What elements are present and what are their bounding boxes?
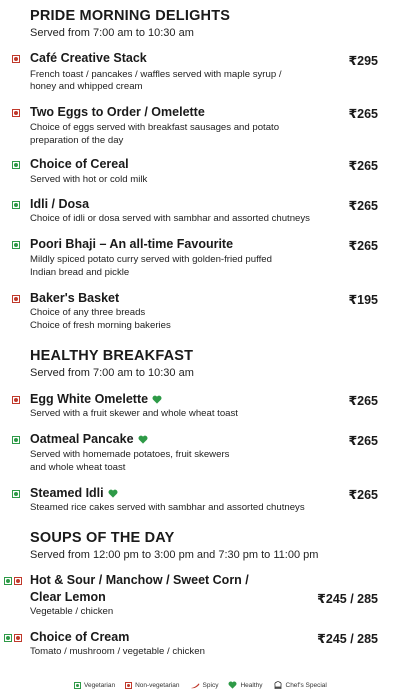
veg-icon	[4, 577, 12, 585]
veg-icon	[4, 634, 12, 642]
legend	[74, 681, 333, 689]
item-name: Choice of Cream	[30, 630, 130, 644]
healthy-heart-icon	[138, 435, 148, 444]
item-price: ₹265	[348, 159, 378, 173]
item-name: Idli / Dosa	[30, 197, 90, 211]
item-name	[30, 432, 320, 447]
item-name-text: Egg White Omelette	[30, 392, 149, 406]
item-desc: French toast / pancakes / waffles served with maple syrup /	[30, 69, 282, 80]
item-desc: Choice of fresh morning bakeries	[30, 320, 171, 331]
non-veg-icon	[12, 396, 20, 404]
item-name-text: Steamed Idli	[30, 486, 104, 500]
item-price: ₹265	[348, 107, 378, 121]
legend-spicy	[190, 682, 219, 689]
veg-icon	[12, 490, 20, 498]
item-price: ₹265	[348, 394, 378, 408]
legend-healthy	[228, 681, 262, 689]
legend-nonveg-label: Non-vegetarian	[135, 681, 180, 689]
legend-nonveg	[125, 682, 179, 689]
item-name-text: Oatmeal Pancake	[30, 432, 134, 446]
item-name: Clear Lemon	[30, 590, 106, 604]
non-veg-icon	[12, 55, 20, 63]
item-desc: Tomato / mushroom / vegetable / chicken	[30, 646, 205, 657]
non-veg-icon	[12, 295, 20, 303]
item-name: Café Creative Stack	[30, 51, 147, 65]
item-desc: Steamed rice cakes served with sambhar and assorted chutneys	[30, 502, 305, 513]
veg-icon	[12, 201, 20, 209]
veg-icon	[12, 436, 20, 444]
item-desc: Mildly spiced potato curry served with golden-fried puffed	[30, 254, 272, 265]
item-name: Baker's Basket	[30, 291, 120, 305]
non-veg-icon	[12, 109, 20, 117]
legend-spicy-label: Spicy	[202, 681, 219, 689]
healthy-heart-icon	[228, 681, 237, 689]
item-desc: Indian bread and pickle	[30, 267, 130, 278]
section-subtitle-morning: Served from 7:00 am to 10:30 am	[30, 27, 194, 39]
healthy-heart-icon	[108, 489, 118, 498]
veg-icon	[12, 241, 20, 249]
legend-veg-label: Vegetarian	[84, 681, 116, 689]
item-price: ₹265	[348, 488, 378, 502]
non-veg-icon	[14, 634, 22, 642]
healthy-heart-icon	[152, 395, 162, 404]
chef-hat-icon	[273, 681, 283, 689]
non-veg-icon	[14, 577, 22, 585]
chili-icon	[190, 682, 200, 689]
item-name	[30, 392, 320, 407]
legend-veg	[74, 682, 115, 689]
section-subtitle-healthy: Served from 7:00 am to 10:30 am	[30, 367, 194, 379]
item-desc: Choice of any three breads	[30, 307, 146, 318]
legend-chef-label: Chef's Special	[285, 681, 327, 689]
item-price: ₹295	[348, 54, 378, 68]
item-price: ₹265	[348, 239, 378, 253]
item-desc: Choice of idli or dosa served with sambhar and assorted chutneys	[30, 213, 310, 224]
legend-chef	[273, 681, 327, 689]
section-title-soups: SOUPS OF THE DAY	[30, 530, 175, 546]
item-price: ₹245 / 285	[317, 632, 378, 646]
item-desc: honey and whipped cream	[30, 81, 143, 92]
item-name: Hot & Sour / Manchow / Sweet Corn /	[30, 573, 249, 587]
item-desc: Served with homemade potatoes, fruit skewers	[30, 449, 230, 460]
section-subtitle-soups: Served from 12:00 pm to 3:00 pm and 7:30 pm to 11:00 pm	[30, 549, 319, 561]
item-name: Poori Bhaji – An all-time Favourite	[30, 237, 234, 251]
item-name: Two Eggs to Order / Omelette	[30, 105, 205, 119]
item-price: ₹265	[348, 434, 378, 448]
non-veg-icon	[125, 682, 132, 689]
item-desc: Vegetable / chicken	[30, 606, 114, 617]
section-title-healthy: HEALTHY BREAKFAST	[30, 348, 194, 364]
item-price: ₹195	[348, 293, 378, 307]
item-name: Choice of Cereal	[30, 157, 129, 171]
veg-icon	[74, 682, 81, 689]
item-price: ₹265	[348, 199, 378, 213]
item-desc: Served with hot or cold milk	[30, 174, 148, 185]
veg-icon	[12, 161, 20, 169]
item-name	[30, 486, 320, 501]
section-title-morning: PRIDE MORNING DELIGHTS	[30, 8, 231, 24]
item-desc: and whole wheat toast	[30, 462, 126, 473]
legend-healthy-label: Healthy	[240, 681, 263, 689]
item-desc: preparation of the day	[30, 135, 124, 146]
item-desc: Served with a fruit skewer and whole wheat toast	[30, 408, 238, 419]
item-price: ₹245 / 285	[317, 592, 378, 606]
item-desc: Choice of eggs served with breakfast sausages and potato	[30, 122, 280, 133]
